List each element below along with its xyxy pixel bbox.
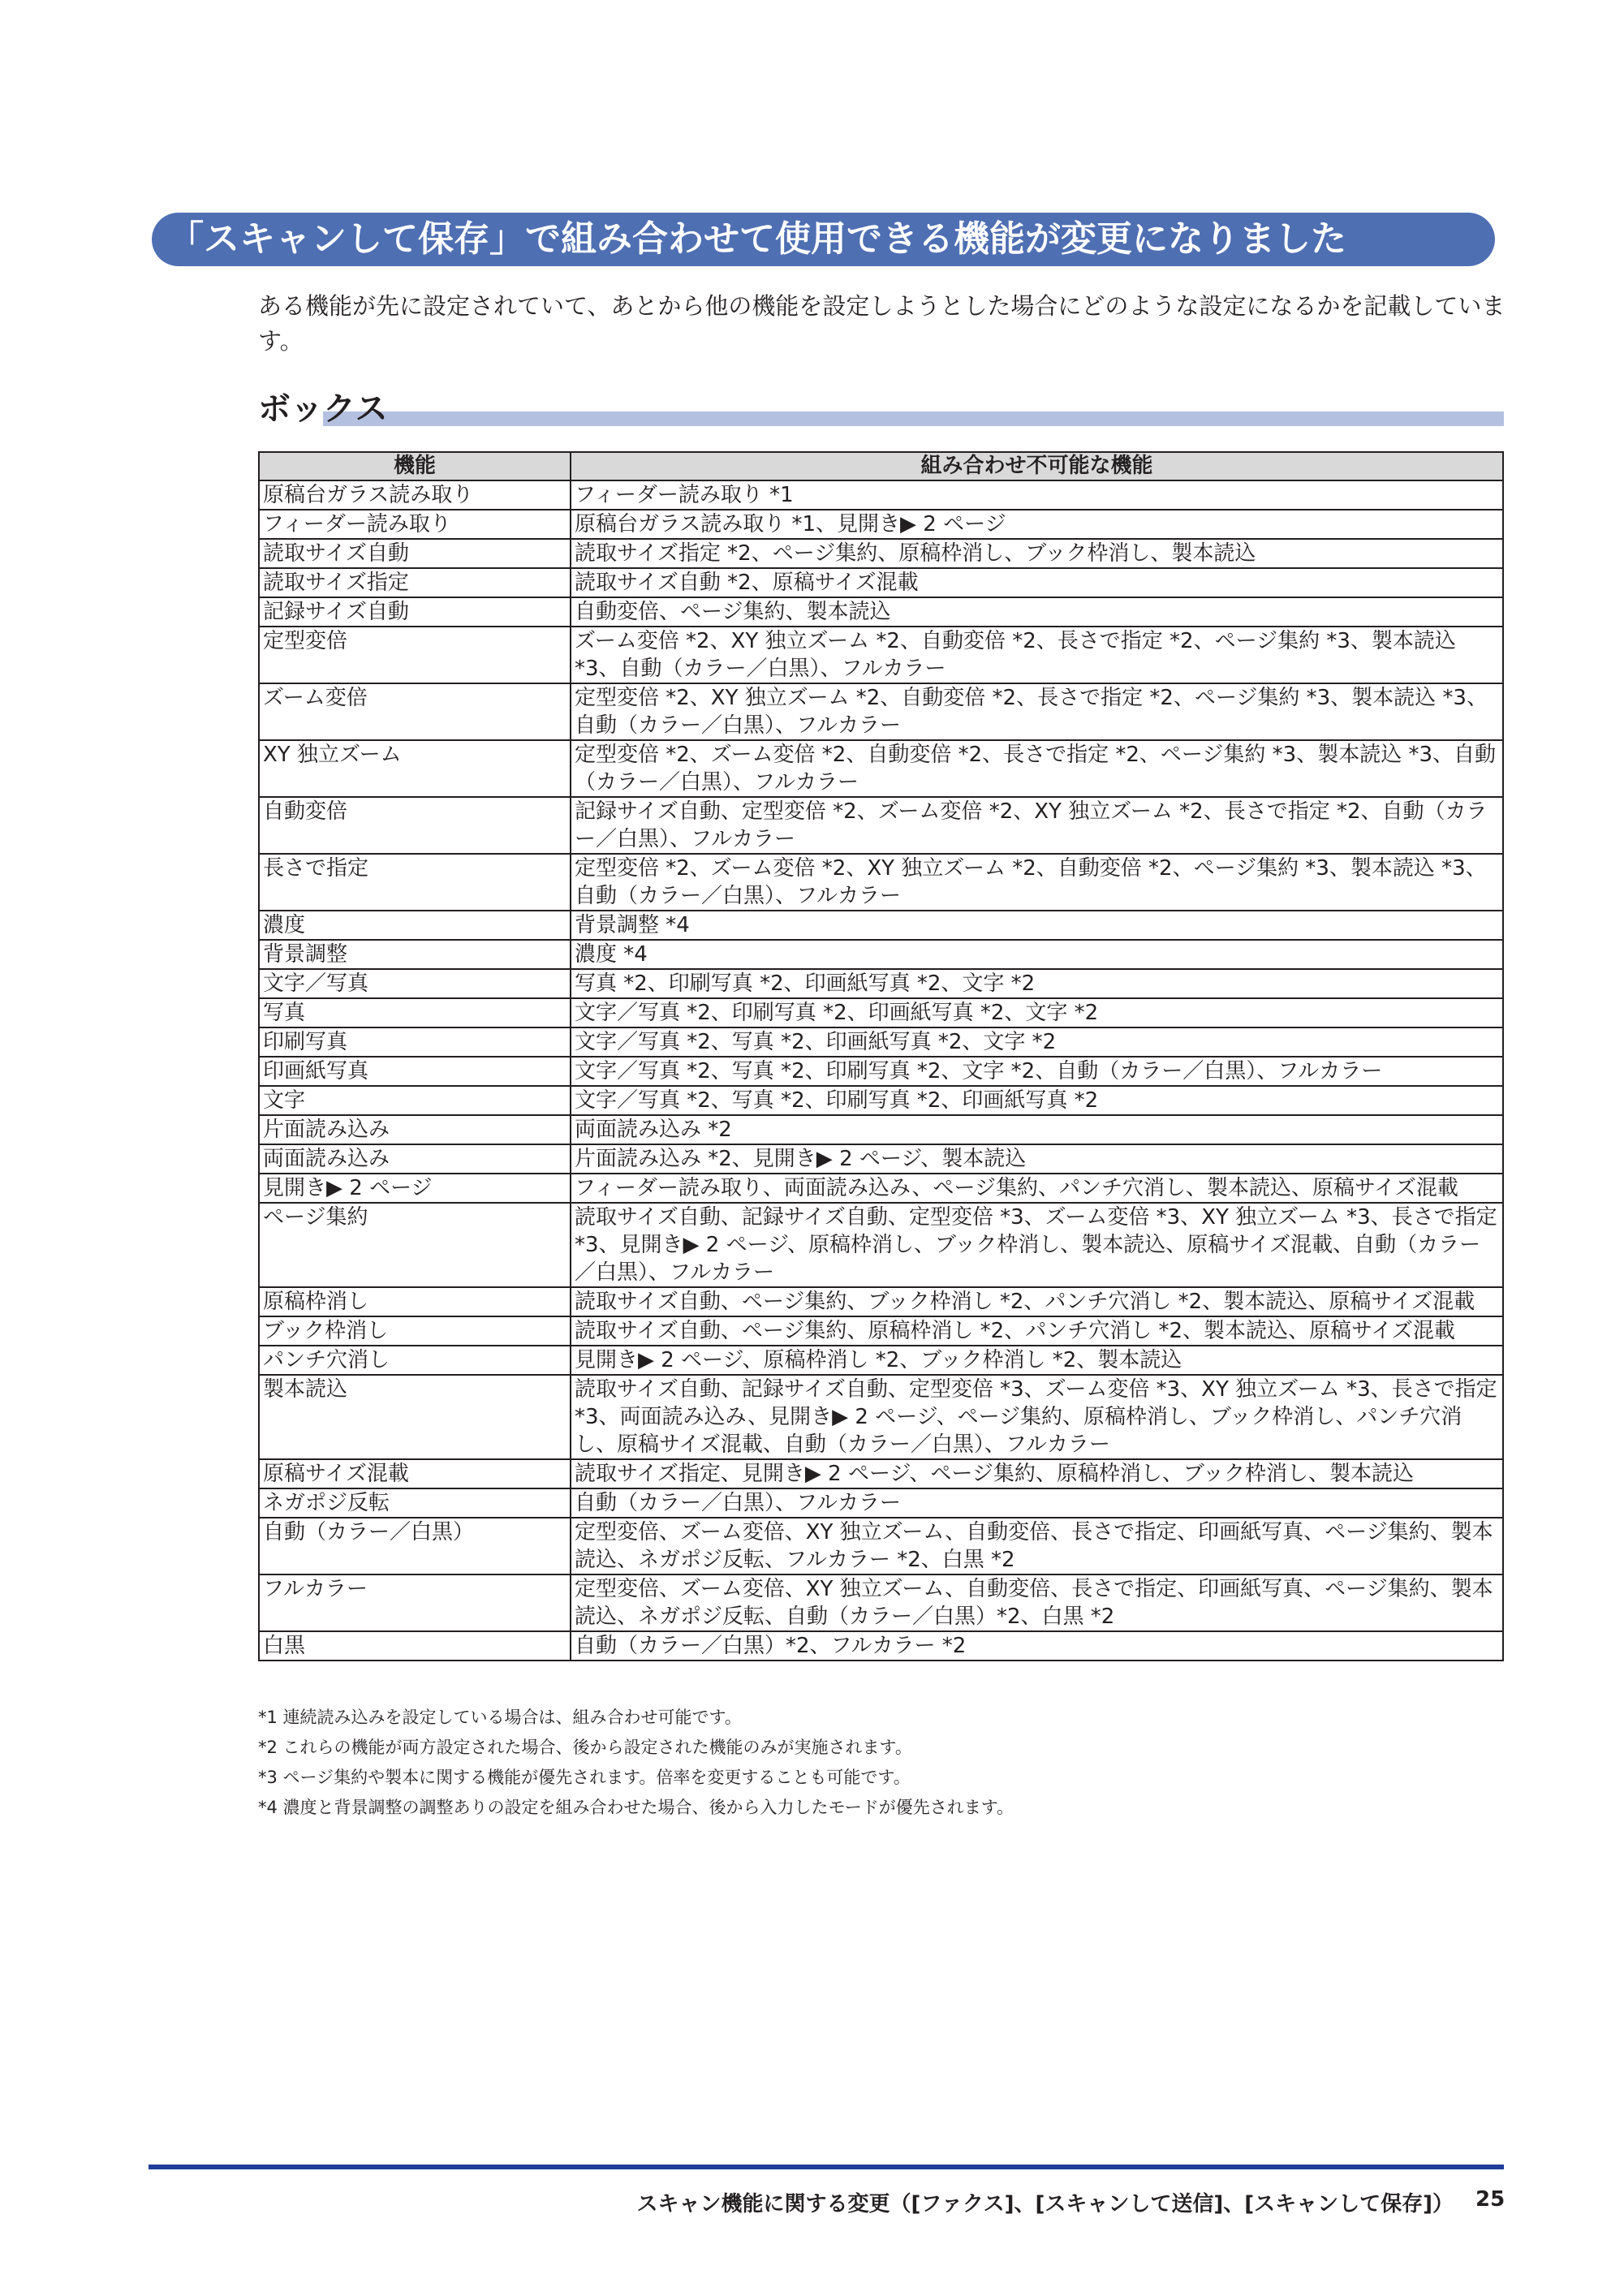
- incompatible-cell: 自動（カラー／白黒）、フルカラー: [571, 1488, 1503, 1518]
- incompatible-cell: 写真 *2、印刷写真 *2、印画紙写真 *2、文字 *2: [571, 969, 1503, 998]
- incompatible-cell: 読取サイズ指定、見開き▶ 2 ページ、ページ集約、原稿枠消し、ブック枠消し、製本読込: [571, 1459, 1503, 1488]
- function-cell: 白黒: [259, 1631, 571, 1661]
- table-row: [259, 1086, 1503, 1115]
- function-cell: ページ集約: [259, 1203, 571, 1287]
- incompatible-cell: 定型変倍 *2、ズーム変倍 *2、自動変倍 *2、長さで指定 *2、ページ集約 *3、製本読込 *3、自動（カラー／白黒）、フルカラー: [571, 740, 1503, 797]
- table-row: [259, 740, 1503, 797]
- intro-text: ある機能が先に設定されていて、あとから他の機能を設定しようとした場合にどのような設定になるかを記載しています。: [258, 292, 1506, 355]
- incompatible-cell: 濃度 *4: [571, 940, 1503, 969]
- function-cell: 読取サイズ指定: [259, 568, 571, 597]
- footer-text: スキャン機能に関する変更（[ファクス]、[スキャンして送信]、[スキャンして保存]）: [636, 2192, 1454, 2216]
- incompatible-cell: 原稿台ガラス読み取り *1、見開き▶ 2 ページ: [571, 510, 1503, 539]
- section-underline: [323, 411, 1504, 426]
- section-title: ボックス: [258, 390, 388, 428]
- table-row: [259, 539, 1503, 568]
- function-cell: 原稿サイズ混載: [259, 1459, 571, 1488]
- incompatible-cell: 自動（カラー／白黒）*2、フルカラー *2: [571, 1631, 1503, 1661]
- table-row: [259, 1316, 1503, 1346]
- incompatible-cell: 定型変倍、ズーム変倍、XY 独立ズーム、自動変倍、長さで指定、印画紙写真、ページ集約、製本読込、ネガポジ反転、自動（カラー／白黒）*2、白黒 *2: [571, 1574, 1503, 1631]
- incompatible-cell: 読取サイズ自動、ページ集約、ブック枠消し *2、パンチ穴消し *2、製本読込、原稿サイズ混載: [571, 1287, 1503, 1316]
- page-number: 25: [1475, 2187, 1506, 2212]
- function-cell: 文字: [259, 1086, 571, 1115]
- table-row: [259, 797, 1503, 854]
- table-row: [259, 940, 1503, 969]
- table-row: [259, 1346, 1503, 1375]
- incompatible-cell: ズーム変倍 *2、XY 独立ズーム *2、自動変倍 *2、長さで指定 *2、ページ集約 *3、製本読込 *3、自動（カラー／白黒）、フルカラー: [571, 627, 1503, 683]
- function-cell: フルカラー: [259, 1574, 571, 1631]
- table-row: [259, 1631, 1503, 1661]
- table-row: [259, 1488, 1503, 1518]
- incompatible-cell: 片面読み込み *2、見開き▶ 2 ページ、製本読込: [571, 1144, 1503, 1174]
- incompatible-cell: 文字／写真 *2、写真 *2、印刷写真 *2、印画紙写真 *2: [571, 1086, 1503, 1115]
- function-cell: 原稿台ガラス読み取り: [259, 480, 571, 510]
- function-cell: XY 独立ズーム: [259, 740, 571, 797]
- incompatible-cell: 文字／写真 *2、写真 *2、印刷写真 *2、文字 *2、自動（カラー／白黒）、フルカラー: [571, 1057, 1503, 1086]
- function-cell: 印刷写真: [259, 1027, 571, 1057]
- table-row: [259, 568, 1503, 597]
- incompatible-cell: フィーダー読み取り *1: [571, 480, 1503, 510]
- incompatible-cell: 読取サイズ自動、記録サイズ自動、定型変倍 *3、ズーム変倍 *3、XY 独立ズーム *3、長さで指定 *3、見開き▶ 2 ページ、原稿枠消し、ブック枠消し、製本読込、原稿サイズ混載、自動（カラー／白黒）、フルカラー: [571, 1203, 1503, 1287]
- incompatible-cell: フィーダー読み取り、両面読み込み、ページ集約、パンチ穴消し、製本読込、原稿サイズ混載: [571, 1174, 1503, 1203]
- function-cell: 両面読み込み: [259, 1144, 571, 1174]
- footnote: *3 ページ集約や製本に関する機能が優先されます。倍率を変更することも可能です。: [258, 1768, 911, 1787]
- footnote: *1 連続読み込みを設定している場合は、組み合わせ可能です。: [258, 1708, 742, 1727]
- incompatible-cell: 文字／写真 *2、印刷写真 *2、印画紙写真 *2、文字 *2: [571, 998, 1503, 1027]
- column-header-incompatible: 組み合わせ不可能な機能: [571, 452, 1503, 480]
- section-header: [258, 388, 1504, 430]
- incompatible-cell: 定型変倍 *2、ズーム変倍 *2、XY 独立ズーム *2、自動変倍 *2、ページ集約 *3、製本読込 *3、自動（カラー／白黒）、フルカラー: [571, 854, 1503, 911]
- function-cell: 自動（カラー／白黒）: [259, 1518, 571, 1574]
- table-row: [259, 1027, 1503, 1057]
- function-cell: 自動変倍: [259, 797, 571, 854]
- table-row: [259, 1057, 1503, 1086]
- table-row: [259, 1459, 1503, 1488]
- incompatible-cell: 読取サイズ自動、ページ集約、原稿枠消し *2、パンチ穴消し *2、製本読込、原稿サイズ混載: [571, 1316, 1503, 1346]
- footer-rule: [149, 2165, 1504, 2169]
- function-cell: 背景調整: [259, 940, 571, 969]
- table-row: [259, 1375, 1503, 1459]
- footnotes: [258, 1703, 1014, 1823]
- function-cell: 見開き▶ 2 ページ: [259, 1174, 571, 1203]
- column-header-function: 機能: [259, 452, 571, 480]
- table-row: [259, 683, 1503, 740]
- function-cell: 印画紙写真: [259, 1057, 571, 1086]
- table-row: [259, 1574, 1503, 1631]
- table-row: [259, 627, 1503, 683]
- page-title: 「スキャンして保存」で組み合わせて使用できる機能が変更になりました: [152, 213, 1495, 266]
- footnote: *2 これらの機能が両方設定された場合、後から設定された機能のみが実施されます。: [258, 1738, 912, 1757]
- incompatible-cell: 読取サイズ指定 *2、ページ集約、原稿枠消し、ブック枠消し、製本読込: [571, 539, 1503, 568]
- function-cell: 長さで指定: [259, 854, 571, 911]
- table-row: [259, 597, 1503, 627]
- incompatible-cell: 読取サイズ自動、記録サイズ自動、定型変倍 *3、ズーム変倍 *3、XY 独立ズーム *3、長さで指定 *3、両面読み込み、見開き▶ 2 ページ、ページ集約、原稿枠消し、ブック枠消し、パンチ穴消し、原稿サイズ混載、自動（カラー／白黒）、フルカラー: [571, 1375, 1503, 1459]
- table-row: [259, 1174, 1503, 1203]
- incompatible-cell: 自動変倍、ページ集約、製本読込: [571, 597, 1503, 627]
- function-cell: ズーム変倍: [259, 683, 571, 740]
- table-header-row: [259, 452, 1503, 480]
- function-cell: 製本読込: [259, 1375, 571, 1459]
- table-row: [259, 998, 1503, 1027]
- incompatible-cell: 定型変倍、ズーム変倍、XY 独立ズーム、自動変倍、長さで指定、印画紙写真、ページ集約、製本読込、ネガポジ反転、フルカラー *2、白黒 *2: [571, 1518, 1503, 1574]
- footnote: *4 濃度と背景調整の調整ありの設定を組み合わせた場合、後から入力したモードが優先されます。: [258, 1798, 1014, 1817]
- table-row: [259, 1203, 1503, 1287]
- function-cell: 片面読み込み: [259, 1115, 571, 1144]
- table-row: [259, 1115, 1503, 1144]
- table-row: [259, 969, 1503, 998]
- table-row: [259, 854, 1503, 911]
- function-cell: 原稿枠消し: [259, 1287, 571, 1316]
- function-cell: 濃度: [259, 911, 571, 940]
- incompatible-cell: 記録サイズ自動、定型変倍 *2、ズーム変倍 *2、XY 独立ズーム *2、長さで指定 *2、自動（カラー／白黒）、フルカラー: [571, 797, 1503, 854]
- function-cell: 記録サイズ自動: [259, 597, 571, 627]
- incompatible-cell: 背景調整 *4: [571, 911, 1503, 940]
- compatibility-table: [258, 451, 1504, 1661]
- incompatible-cell: 定型変倍 *2、XY 独立ズーム *2、自動変倍 *2、長さで指定 *2、ページ集約 *3、製本読込 *3、自動（カラー／白黒）、フルカラー: [571, 683, 1503, 740]
- table-row: [259, 1518, 1503, 1574]
- table-row: [259, 480, 1503, 510]
- function-cell: フィーダー読み取り: [259, 510, 571, 539]
- incompatible-cell: 読取サイズ自動 *2、原稿サイズ混載: [571, 568, 1503, 597]
- function-cell: ネガポジ反転: [259, 1488, 571, 1518]
- table-row: [259, 1287, 1503, 1316]
- function-cell: 写真: [259, 998, 571, 1027]
- incompatible-cell: 文字／写真 *2、写真 *2、印画紙写真 *2、文字 *2: [571, 1027, 1503, 1057]
- table-row: [259, 510, 1503, 539]
- table-row: [259, 911, 1503, 940]
- function-cell: パンチ穴消し: [259, 1346, 571, 1375]
- function-cell: 文字／写真: [259, 969, 571, 998]
- function-cell: ブック枠消し: [259, 1316, 571, 1346]
- function-cell: 読取サイズ自動: [259, 539, 571, 568]
- table-row: [259, 1144, 1503, 1174]
- function-cell: 定型変倍: [259, 627, 571, 683]
- incompatible-cell: 両面読み込み *2: [571, 1115, 1503, 1144]
- incompatible-cell: 見開き▶ 2 ページ、原稿枠消し *2、ブック枠消し *2、製本読込: [571, 1346, 1503, 1375]
